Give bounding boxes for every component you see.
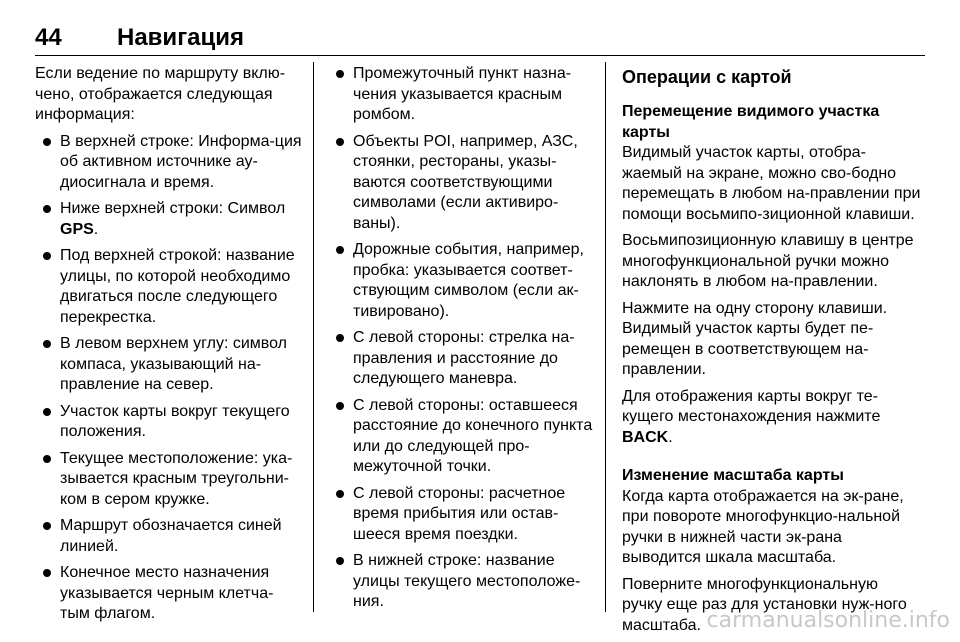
list-item: Объекты POI, например, АЗС, стоянки, рестораны, указы-ваются соответствующими символами (если активиро-ваны).	[330, 132, 598, 235]
list-item: Конечное место назначения указывается черным клетча-тым флагом.	[35, 563, 303, 625]
paragraph: Восьмипозиционную клавишу в центре многофункциональной ручки можно наклонять в любом на-правлении.	[622, 232, 914, 290]
list-item: С левой стороны: расчетное время прибытия или остав-шееся время поездки.	[330, 484, 598, 546]
list-item: В левом верхнем углу: символ компаса, указывающий на-правление на север.	[35, 334, 303, 396]
list-item: С левой стороны: оставшееся расстояние до конечного пункта или до следующей про-межуточной точки.	[330, 396, 598, 478]
paragraph: Для отображения карты вокруг те-кущего местонахождения нажмите BACK.	[622, 387, 881, 446]
list-item: Текущее местоположение: ука-зывается красным треугольни-ком в сером кружке.	[35, 449, 303, 511]
list-item: Промежуточный пункт назна-чения указывается красным ромбом.	[330, 64, 598, 126]
info-list-continued	[330, 64, 598, 613]
paragraph: Видимый участок карты, отобра-жаемый на экране, можно сво-бодно перемещать в любом на-правлении при помощи восьмипо-зиционной клавиши.	[622, 144, 921, 223]
paragraph: Нажмите на одну сторону клавиши. Видимый участок карты будет пе-ремещен в соответствующем на-правлении.	[622, 299, 888, 378]
list-item: Маршрут обозначается синей линией.	[35, 516, 303, 557]
watermark: carmanualsonline.info	[706, 608, 950, 633]
list-item: Участок карты вокруг текущего положения.	[35, 402, 303, 443]
header-rule	[35, 55, 925, 56]
info-list	[35, 132, 303, 625]
paragraph: Поверните многофункциональную ручку еще раз для установки нуж-ного масштаба.	[622, 575, 907, 634]
subheading-move: Перемещение видимого участка карты	[622, 103, 880, 141]
paragraph: Когда карта отображается на эк-ране, при повороте многофункцио-нальной ручки в нижней части эк-рана выводится шкала масштаба.	[622, 487, 904, 566]
list-item: С левой стороны: стрелка на-правления и расстояние до следующего маневра.	[330, 328, 598, 390]
page-title: Навигация	[117, 24, 245, 51]
list-item: Ниже верхней строки: Символ GPS.	[35, 199, 303, 240]
column-2	[330, 64, 598, 613]
gps-label: GPS	[60, 220, 94, 238]
column-divider-2	[605, 62, 606, 612]
list-item: Дорожные события, например, пробка: указывается соответ-ствующим символом (если ак-тивировано).	[330, 240, 598, 322]
page-header	[35, 24, 925, 54]
column-3	[622, 64, 922, 636]
list-item: Под верхней строкой: название улицы, по которой необходимо двигаться после следующего перекрестка.	[35, 246, 303, 328]
column-divider-1	[313, 62, 314, 612]
section-heading: Операции с картой	[622, 67, 792, 87]
page-number: 44	[35, 24, 62, 51]
subheading-zoom: Изменение масштаба карты	[622, 467, 844, 484]
back-label: BACK	[622, 428, 669, 446]
column-1	[35, 64, 303, 625]
list-item: В нижней строке: название улицы текущего местоположе-ния.	[330, 551, 598, 613]
list-item: В верхней строке: Информа-ция об активном источнике ау-диосигнала и время.	[35, 132, 303, 194]
intro-paragraph: Если ведение по маршруту вклю-чено, отображается следующая информация:	[35, 65, 286, 123]
